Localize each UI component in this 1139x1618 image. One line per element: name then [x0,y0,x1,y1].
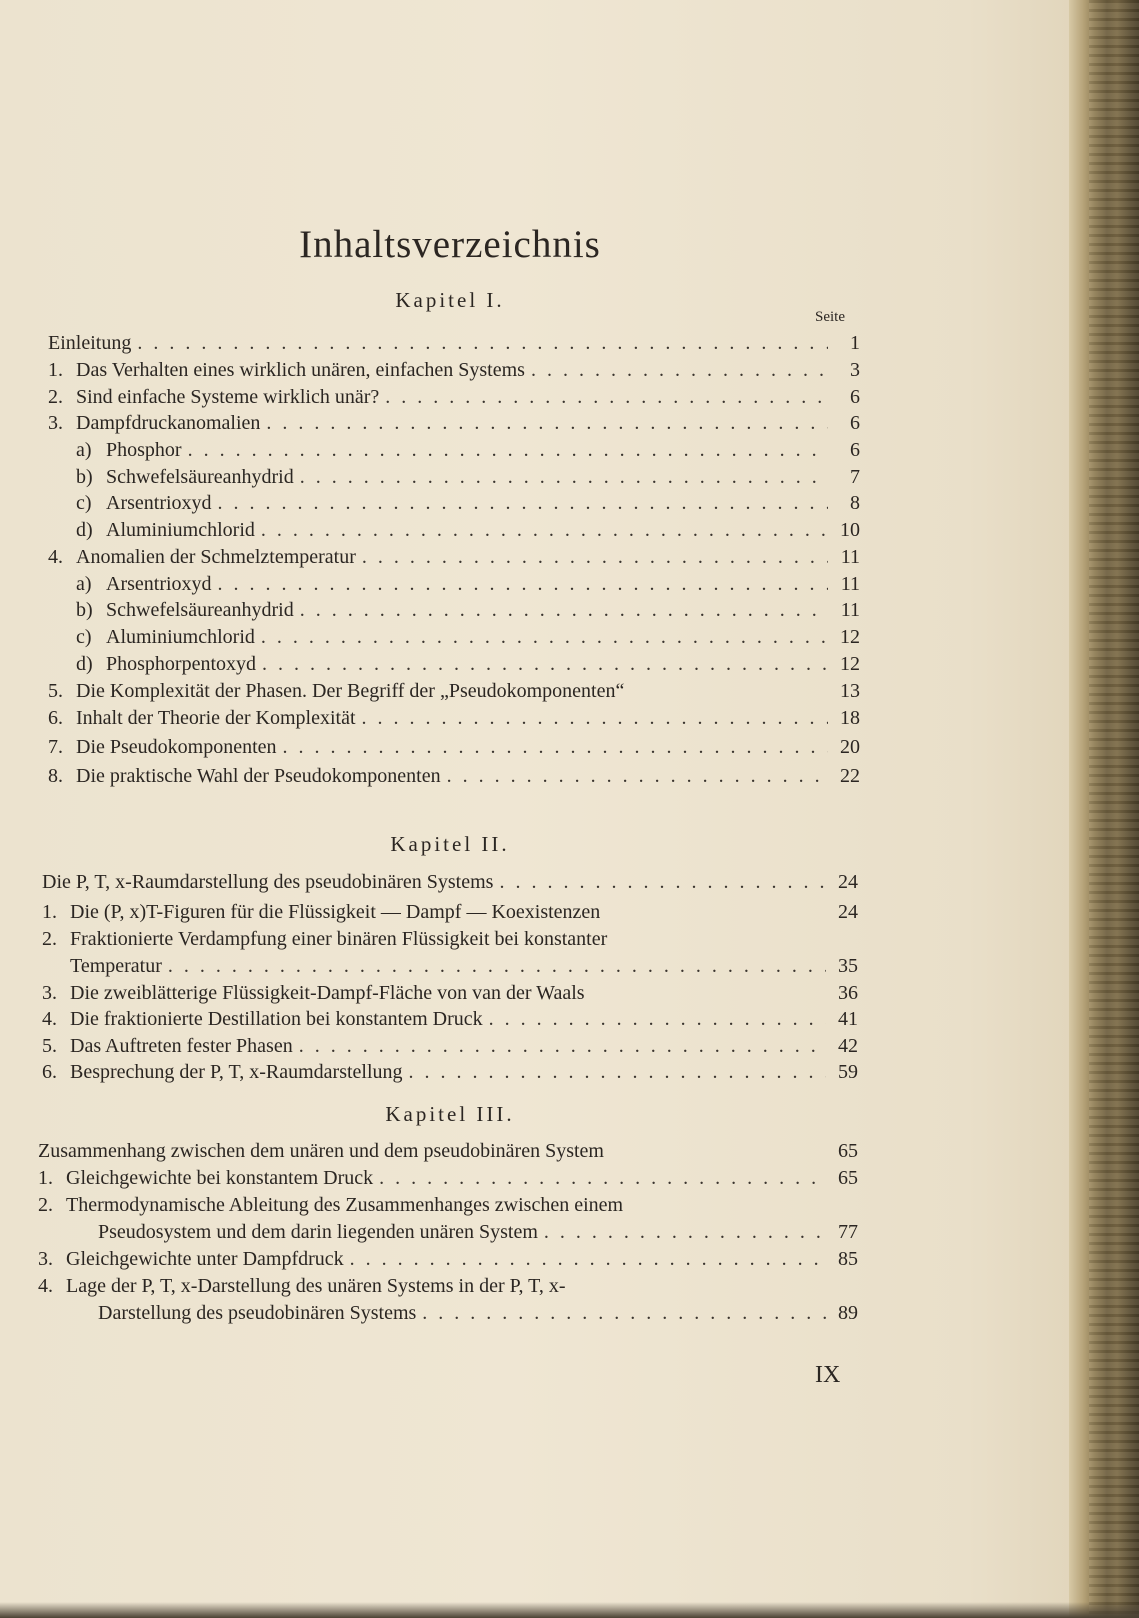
entry-text: Das Auftreten fester Phasen [70,1035,293,1057]
entry-page: 18 [840,707,860,729]
entry-number: d) [76,653,93,675]
entry-number: 5. [42,1035,57,1057]
entry-number: 1. [42,901,57,923]
page-column-label: Seite [815,309,845,325]
entry-text: Anomalien der Schmelztemperatur [76,546,356,568]
toc-entry [42,1059,858,1085]
entry-text: Einleitung [48,332,132,354]
entry-page: 3 [850,359,860,381]
toc-entry [76,437,860,463]
toc-entry [98,1300,858,1326]
entry-page: 6 [850,439,860,461]
entry-page: 65 [838,1140,858,1162]
entry-number: 4. [42,1008,57,1030]
entry-text: Thermodynamische Ableitung des Zusammenhanges zwischen einem [66,1194,624,1216]
entry-number: a) [76,439,92,461]
leader-dots [531,357,828,383]
entry-text: Die zweiblätterige Flüssigkeit-Dampf-Fläche von van der Waals [70,982,585,1004]
entry-page: 6 [850,386,860,408]
entry-text: Aluminiumchlorid [106,519,255,541]
entry-page: 85 [838,1248,858,1270]
leader-dots [362,544,828,570]
entry-page: 1 [850,332,860,354]
entry-text: Schwefelsäureanhydrid [106,599,294,621]
entry-page: 11 [840,599,860,621]
entry-page: 59 [838,1061,858,1083]
entry-number: 6. [48,707,63,729]
toc-entry [48,705,860,731]
leader-dots [379,1165,826,1191]
leader-dots [218,490,828,516]
entry-text: Gleichgewichte unter Dampfdruck [66,1248,344,1270]
toc-entry [70,953,858,979]
entry-text: Die praktische Wahl der Pseudokomponenten [76,765,441,787]
roman-page-number: IX [815,1362,841,1388]
entry-text: Arsentrioxyd [106,573,212,595]
toc-entry [42,869,858,895]
chapter-heading-3: Kapitel III. [385,1102,515,1126]
toc-entry [42,1033,858,1059]
entry-page: 42 [838,1035,858,1057]
entry-number: 4. [48,546,63,568]
entry-page: 20 [840,736,860,758]
book-spine [1069,0,1139,1618]
toc-entry [42,1006,858,1032]
toc-entry [48,410,860,436]
entry-text: Lage der P, T, x-Darstellung des unären Systems in der P, T, x- [66,1275,566,1297]
entry-number: 3. [38,1248,53,1270]
toc-entry [42,980,858,1006]
entry-text: Das Verhalten eines wirklich unären, einfachen Systems [76,359,525,381]
toc-entry [76,490,860,516]
entry-page: 24 [838,871,858,893]
leader-dots [188,437,828,463]
leader-dots [422,1300,826,1326]
entry-number: 8. [48,765,63,787]
leader-dots [447,763,828,789]
toc-entry [38,1273,858,1299]
toc-entry [38,1165,858,1191]
entry-text: Aluminiumchlorid [106,626,255,648]
toc-entry [76,464,860,490]
toc-entry [76,597,860,623]
entry-number: b) [76,466,93,488]
entry-page: 11 [840,546,860,568]
toc-entry [38,1246,858,1272]
leader-dots [544,1219,826,1245]
entry-page: 10 [840,519,860,541]
entry-text: Temperatur [70,955,162,977]
leader-dots [350,1246,826,1272]
entry-page: 35 [838,955,858,977]
chapter-heading-2: Kapitel II. [390,832,510,856]
entry-text: Sind einfache Systeme wirklich unär? [76,386,380,408]
entry-page: 7 [850,466,860,488]
entry-text: Arsentrioxyd [106,492,212,514]
leader-dots [137,330,828,356]
page-title: Inhaltsverzeichnis [299,223,601,266]
entry-page: 13 [840,680,860,702]
leader-dots [300,597,828,623]
entry-text: Darstellung des pseudobinären Systems [98,1302,417,1324]
toc-entry [48,544,860,570]
leader-dots [299,1033,826,1059]
entry-page: 77 [838,1221,858,1243]
entry-page: 11 [840,573,860,595]
entry-page: 6 [850,412,860,434]
leader-dots [385,384,828,410]
entry-number: 3. [42,982,57,1004]
leader-dots [300,464,828,490]
entry-number: 2. [38,1194,53,1216]
entry-page: 89 [838,1302,858,1324]
toc-entry [48,734,860,760]
entry-text: Phosphorpentoxyd [106,653,256,675]
toc-entry [76,651,860,677]
entry-number: a) [76,573,92,595]
leader-dots [409,1059,826,1085]
entry-text: Die fraktionierte Destillation bei konstantem Druck [70,1008,483,1030]
leader-dots [499,869,826,895]
page-bottom-edge [0,1602,1139,1618]
toc-entry [76,624,860,650]
entry-page: 24 [838,901,858,923]
toc-entry [48,357,860,383]
entry-text: Phosphor [106,439,182,461]
entry-page: 8 [850,492,860,514]
leader-dots [261,517,828,543]
toc-entry [76,571,860,597]
entry-text: Pseudosystem und dem darin liegenden unären System [98,1221,538,1243]
entry-text: Dampfdruckanomalien [76,412,261,434]
entry-number: 2. [48,386,63,408]
toc-entry [42,926,858,952]
entry-number: 7. [48,736,63,758]
entry-number: d) [76,519,93,541]
leader-dots [218,571,828,597]
entry-text: Zusammenhang zwischen dem unären und dem pseudobinären System [38,1140,604,1162]
entry-number: 4. [38,1275,53,1297]
toc-entry [48,763,860,789]
entry-text: Gleichgewichte bei konstantem Druck [66,1167,374,1189]
entry-number: 1. [38,1167,53,1189]
leader-dots [283,734,828,760]
entry-text: Die P, T, x-Raumdarstellung des pseudobinären Systems [42,871,494,893]
toc-entry [48,384,860,410]
entry-page: 22 [840,765,860,787]
entry-text: Fraktionierte Verdampfung einer binären Flüssigkeit bei konstanter [70,928,608,950]
entry-number: b) [76,599,93,621]
toc-entry [48,678,860,704]
toc-entry [38,1138,858,1164]
leader-dots [489,1006,826,1032]
leader-dots [261,624,828,650]
toc-entry [48,330,860,356]
entry-page: 12 [840,626,860,648]
entry-number: 5. [48,680,63,702]
toc-entry [42,899,858,925]
entry-number: c) [76,492,92,514]
leader-dots [262,651,828,677]
toc-entry [38,1192,858,1218]
entry-number: 3. [48,412,63,434]
entry-page: 65 [838,1167,858,1189]
toc-entry [98,1219,858,1245]
leader-dots [362,705,828,731]
entry-text: Die Pseudokomponenten [76,736,277,758]
entry-text: Inhalt der Theorie der Komplexität [76,707,356,729]
entry-number: c) [76,626,92,648]
entry-number: 6. [42,1061,57,1083]
entry-text: Die Komplexität der Phasen. Der Begriff der „Pseudokomponenten“ [76,680,625,702]
chapter-heading-1: Kapitel I. [395,288,505,312]
entry-text: Die (P, x)T-Figuren für die Flüssigkeit — Dampf — Koexistenzen [70,901,601,923]
leader-dots [168,953,826,979]
entry-page: 41 [838,1008,858,1030]
entry-text: Besprechung der P, T, x-Raumdarstellung [70,1061,403,1083]
entry-page: 36 [838,982,858,1004]
leader-dots [266,410,828,436]
entry-text: Schwefelsäureanhydrid [106,466,294,488]
entry-page: 12 [840,653,860,675]
toc-entry [76,517,860,543]
entry-number: 1. [48,359,63,381]
entry-number: 2. [42,928,57,950]
